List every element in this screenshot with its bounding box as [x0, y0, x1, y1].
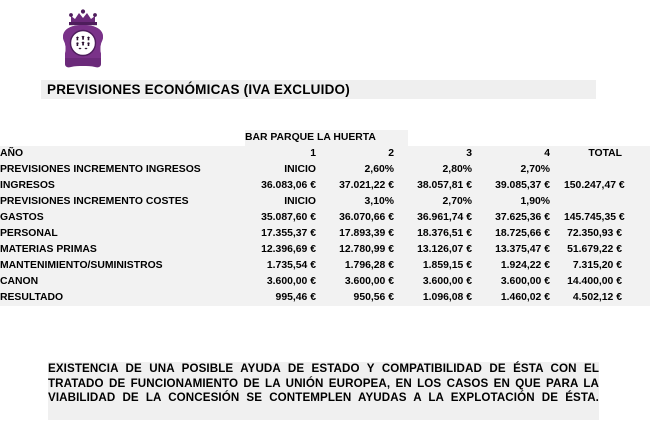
row-cell: 13.375,47 € — [486, 242, 564, 258]
column-header-total: TOTAL — [564, 146, 650, 162]
row-cell: 12.396,69 € — [245, 242, 330, 258]
row-label: RESULTADO — [0, 290, 245, 306]
page-title: PREVISIONES ECONÓMICAS (IVA EXCLUIDO) — [47, 82, 350, 97]
row-cell: INICIO — [245, 162, 330, 178]
row-cell: 35.087,60 € — [245, 210, 330, 226]
row-cell: 39.085,37 € — [486, 178, 564, 194]
table-header-row — [0, 146, 650, 162]
table-row — [0, 274, 650, 290]
row-cell: 17.893,39 € — [330, 226, 408, 242]
row-cell: 3.600,00 € — [330, 274, 408, 290]
row-cell: 3,10% — [330, 194, 408, 210]
row-cell: 7.315,20 € — [564, 258, 650, 274]
row-cell: 3.600,00 € — [408, 274, 486, 290]
row-cell: 36.070,66 € — [330, 210, 408, 226]
row-cell: 1.924,22 € — [486, 258, 564, 274]
row-cell: 1.460,02 € — [486, 290, 564, 306]
row-cell: 2,70% — [408, 194, 486, 210]
table-row — [0, 242, 650, 258]
row-cell: 18.725,66 € — [486, 226, 564, 242]
table-row — [0, 226, 650, 242]
row-cell: 950,56 € — [330, 290, 408, 306]
table-row — [0, 290, 650, 306]
row-label: PREVISIONES INCREMENTO INGRESOS — [0, 162, 245, 178]
financial-forecast-table-wrapper — [0, 130, 650, 306]
row-cell: INICIO — [245, 194, 330, 210]
row-label: PERSONAL — [0, 226, 245, 242]
column-header-3: 3 — [408, 146, 486, 162]
row-cell: 36.083,06 € — [245, 178, 330, 194]
venue-heading: BAR PARQUE LA HUERTA — [245, 130, 408, 146]
row-cell: 2,60% — [330, 162, 408, 178]
row-cell: 1.796,28 € — [330, 258, 408, 274]
row-cell: 2,80% — [408, 162, 486, 178]
column-header-2: 2 — [330, 146, 408, 162]
row-cell: 12.780,99 € — [330, 242, 408, 258]
table-row — [0, 258, 650, 274]
row-cell: 13.126,07 € — [408, 242, 486, 258]
row-cell: 4.502,12 € — [564, 290, 650, 306]
row-cell: 38.057,81 € — [408, 178, 486, 194]
row-cell — [564, 162, 650, 178]
municipal-coat-of-arms-logo — [57, 6, 109, 70]
row-cell: 51.679,22 € — [564, 242, 650, 258]
row-label: MANTENIMIENTO/SUMINISTROS — [0, 258, 245, 274]
state-aid-note-paragraph: EXISTENCIA DE UNA POSIBLE AYUDA DE ESTADO Y COMPATIBILIDAD DE ÉSTA CON EL TRATADO DE FUNCIONAMIENTO DE LA UNIÓN EUROPEA, EN LOS CASOS EN QUE PARA LA VIABILIDAD DE LA CONCESIÓN SE CONTEMPLEN AYUDAS A LA EXPLOTACIÓN DE ÉSTA. — [48, 362, 599, 420]
row-cell: 995,46 € — [245, 290, 330, 306]
row-cell: 37.625,36 € — [486, 210, 564, 226]
financial-forecast-table — [0, 130, 650, 306]
table-row — [0, 194, 650, 210]
row-cell: 37.021,22 € — [330, 178, 408, 194]
table-row — [0, 210, 650, 226]
column-header-1: 1 — [245, 146, 330, 162]
row-cell: 18.376,51 € — [408, 226, 486, 242]
row-cell: 72.350,93 € — [564, 226, 650, 242]
row-cell: 1,90% — [486, 194, 564, 210]
row-cell: 1.859,15 € — [408, 258, 486, 274]
roundel-emblem — [71, 31, 96, 56]
row-label: PREVISIONES INCREMENTO COSTES — [0, 194, 245, 210]
row-cell: 3.600,00 € — [486, 274, 564, 290]
row-cell: 1.735,54 € — [245, 258, 330, 274]
column-header-4: 4 — [486, 146, 564, 162]
row-cell: 17.355,37 € — [245, 226, 330, 242]
row-label: INGRESOS — [0, 178, 245, 194]
venue-heading-row — [0, 130, 650, 146]
row-cell: 36.961,74 € — [408, 210, 486, 226]
row-cell: 145.745,35 € — [564, 210, 650, 226]
row-cell: 150.247,47 € — [564, 178, 650, 194]
row-cell: 3.600,00 € — [245, 274, 330, 290]
crown-icon — [69, 9, 97, 25]
row-cell — [564, 194, 650, 210]
row-cell: 1.096,08 € — [408, 290, 486, 306]
column-header-year: AÑO — [0, 146, 245, 162]
table-row — [0, 178, 650, 194]
row-label: CANON — [0, 274, 245, 290]
table-row — [0, 162, 650, 178]
row-cell: 14.400,00 € — [564, 274, 650, 290]
row-label: GASTOS — [0, 210, 245, 226]
row-label: MATERIAS PRIMAS — [0, 242, 245, 258]
row-cell: 2,70% — [486, 162, 564, 178]
